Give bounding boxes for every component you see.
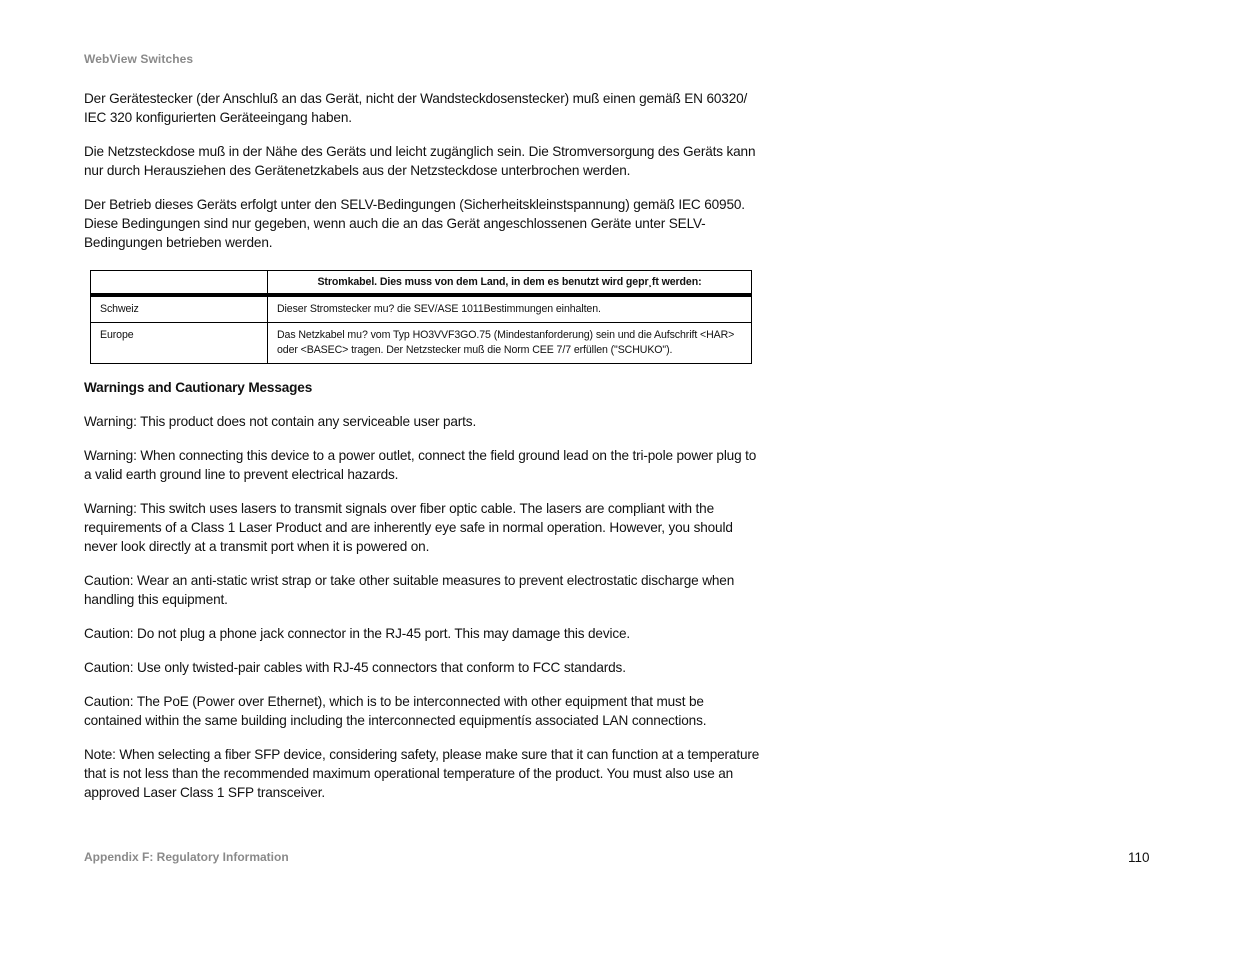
caution-item: Caution: Do not plug a phone jack connector in the RJ-45 port. This may damage this device. [84,626,631,641]
table-cell-country: Europe [91,323,268,364]
page-body [84,89,760,817]
running-header: WebView Switches [84,52,194,66]
table-header-row [91,271,752,296]
caution-item: Caution: Use only twisted-pair cables with RJ-45 connectors that conform to FCC standards. [84,660,626,675]
table-row [91,323,752,364]
note-item: Note: When selecting a fiber SFP device, considering safety, please make sure that it can function at a temperature that is not less than the recommended maximum operational temperature of the product. You must also use an approved Laser Class 1 SFP transceiver. [84,747,760,800]
caution-item: Caution: The PoE (Power over Ethernet), which is to be interconnected with other equipment that must be contained within the same building including the interconnected equipmentís associated LAN connections. [84,694,707,728]
warning-item: Warning: This switch uses lasers to transmit signals over fiber optic cable. The lasers are compliant with the requirements of a Class 1 Laser Product and are inherently eye safe in normal operation. However, you should never look directly at a transmit port when it is powered on. [84,501,733,554]
paragraph-appliance-inlet: Der Gerätestecker (der Anschluß an das Gerät, nicht der Wandsteckdosenstecker) muß einen gemäß EN 60320/ IEC 320 konfigurierten Geräteeingang haben. [84,91,748,125]
page-number: 110 [1128,850,1150,865]
table-row [91,295,752,323]
table-cell-country: Schweiz [91,295,268,323]
warning-item: Warning: This product does not contain any serviceable user parts. [84,414,477,429]
table-header-requirement: Stromkabel. Dies muss von dem Land, in dem es benutzt wird gepr¸ft werden: [268,271,752,296]
warning-item: Warning: When connecting this device to a power outlet, connect the field ground lead on the tri-pole power plug to a valid earth ground line to prevent electrical hazards. [84,448,757,482]
table-cell-requirement: Das Netzkabel mu? vom Typ HO3VVF3GO.75 (Mindestanforderung) sein und die Aufschrift <HAR> oder <BASEC> tragen. Der Netzstecker muß die Norm CEE 7/7 erfüllen ("SCHUKO"). [268,323,752,364]
table-cell-requirement: Dieser Stromstecker mu? die SEV/ASE 1011Bestimmungen einhalten. [268,295,752,323]
power-cord-table [90,270,752,364]
caution-item: Caution: Wear an anti-static wrist strap or take other suitable measures to prevent electrostatic discharge when handling this equipment. [84,573,735,607]
paragraph-selv-conditions: Der Betrieb dieses Geräts erfolgt unter den SELV-Bedingungen (Sicherheitskleinstspannung) gemäß IEC 60950. Diese Bedingungen sind nur gegeben, wenn auch die an das Gerät angeschlossenen Geräte unter SELV-Bedingungen betrieben werden. [84,197,745,250]
footer-section-title: Appendix F: Regulatory Information [84,850,289,864]
table-header-country [91,271,268,296]
section-heading-warnings: Warnings and Cautionary Messages [84,380,313,395]
paragraph-socket-outlet: Die Netzsteckdose muß in der Nähe des Geräts und leicht zugänglich sein. Die Stromversorgung des Geräts kann nur durch Herausziehen des Gerätenetzkabels aus der Netzsteckdose unterbrochen werden. [84,144,756,178]
